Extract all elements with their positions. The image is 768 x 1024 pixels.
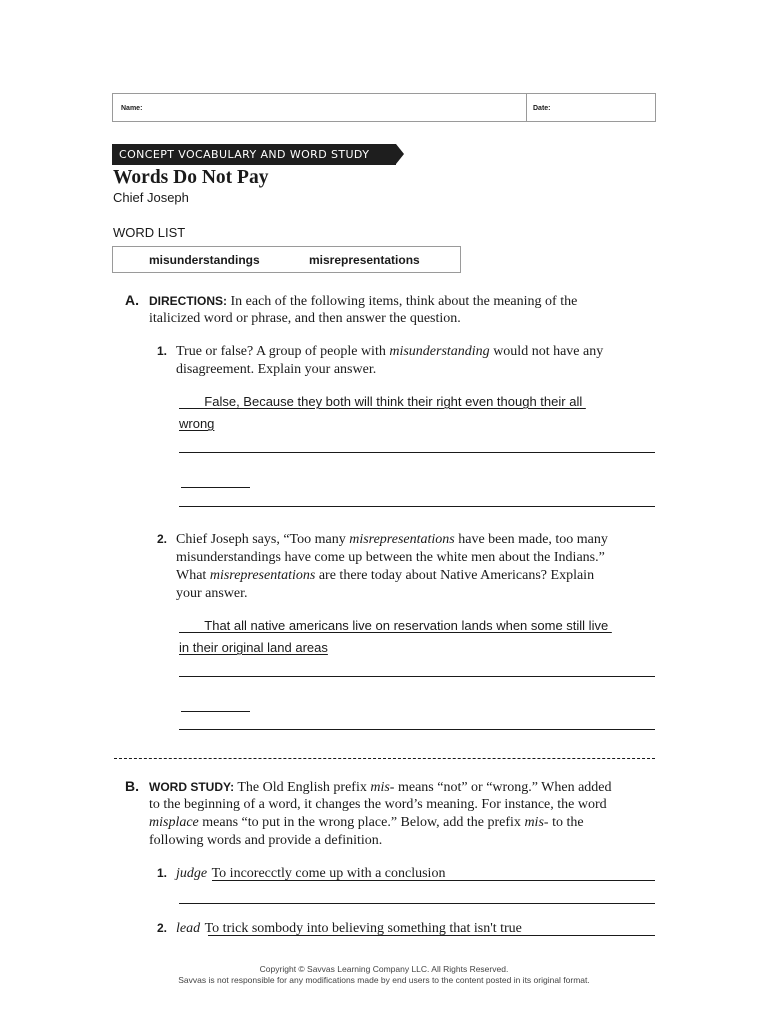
word-list-item: misunderstandings <box>149 253 260 267</box>
answer-2-line-2[interactable]: in their original land areas <box>179 640 328 655</box>
text: What <box>176 568 210 583</box>
directions-label: DIRECTIONS: <box>149 294 227 308</box>
italic-term: misrepresentations <box>209 568 316 583</box>
text: Chief Joseph says, “Too many <box>176 532 350 547</box>
italic-term: misunderstanding <box>389 344 490 359</box>
question-1-line-2: disagreement. Explain your answer. <box>176 362 377 377</box>
directions-line-1 <box>149 292 577 311</box>
text: are there today about Native Americans? Explain <box>315 568 595 583</box>
author-name: Chief Joseph <box>113 190 189 205</box>
answer-line <box>179 452 655 453</box>
text: means “not” or “wrong.” When added <box>394 780 612 795</box>
section-separator <box>114 758 655 759</box>
word-study-line-2: to the beginning of a word, it changes the word’s meaning. For instance, the word <box>149 797 607 812</box>
italic-term: mis- <box>370 780 395 795</box>
word-list-box <box>112 246 461 273</box>
date-label: Date: <box>533 105 551 112</box>
item-number: 2. <box>157 921 168 935</box>
page-title: Words Do Not Pay <box>113 167 269 188</box>
text: True or false? A group of people with <box>176 344 390 359</box>
text: to the <box>548 815 584 830</box>
base-word: judge <box>176 866 208 881</box>
question-number: 2. <box>157 532 168 546</box>
answer-2-line-1[interactable]: That all native americans live on reservation lands when some still live <box>179 618 612 633</box>
question-1-line-1 <box>176 343 603 361</box>
italic-term: misrepresentations <box>349 532 455 547</box>
answer-line <box>208 935 655 936</box>
item-number: 1. <box>157 866 168 880</box>
word-study-line-1 <box>149 778 612 797</box>
italic-term: mis- <box>524 815 549 830</box>
text: would not have any <box>489 344 604 359</box>
word-list-heading: WORD LIST <box>113 225 186 240</box>
section-b-letter: B. <box>125 778 139 794</box>
text: means “to put in the wrong place.” Below, add the prefix <box>198 815 525 830</box>
question-2-line-2: misunderstandings have come up between the white men about the Indians.” <box>176 550 605 565</box>
directions-line-2: italicized word or phrase, and then answer the question. <box>149 311 461 326</box>
answer-line-short <box>181 711 250 712</box>
word-study-line-4: following words and provide a definition. <box>149 833 383 848</box>
name-label: Name: <box>121 105 143 112</box>
text: The Old English prefix <box>234 780 371 795</box>
definition-answer[interactable]: To trick sombody into believing something that isn't true <box>204 921 522 936</box>
footer-disclaimer: Savvas is not responsible for any modifications made by end users to the content posted in its original format. <box>178 975 590 985</box>
question-number: 1. <box>157 344 168 358</box>
word-list-item: misrepresentations <box>309 253 420 267</box>
question-2-line-3 <box>176 567 594 585</box>
section-banner <box>112 144 396 165</box>
italic-term: misplace <box>149 815 199 830</box>
base-word: lead <box>176 921 201 936</box>
answer-line <box>179 903 655 904</box>
answer-1-line-2[interactable]: wrong <box>179 416 215 431</box>
text: have been made, too many <box>454 532 608 547</box>
divider <box>526 94 527 121</box>
answer-line-short <box>181 487 250 488</box>
directions-text: In each of the following items, think about the meaning of the <box>227 294 578 309</box>
banner-text: CONCEPT VOCABULARY AND WORD STUDY <box>119 148 370 161</box>
word-study-line-3 <box>149 814 584 832</box>
name-date-box <box>112 93 656 122</box>
answer-line <box>179 676 655 677</box>
section-a-letter: A. <box>125 292 139 308</box>
answer-1-line-1[interactable]: False, Because they both will think their right even though their all <box>179 394 586 409</box>
word-study-label: WORD STUDY: <box>149 780 235 794</box>
footer-copyright: Copyright © Savvas Learning Company LLC. All Rights Reserved. <box>259 964 509 974</box>
question-2-line-1 <box>176 531 608 549</box>
answer-line <box>179 506 655 507</box>
definition-answer[interactable]: To incorecctly come up with a conclusion <box>211 866 446 881</box>
answer-line <box>179 729 655 730</box>
question-2-line-4: your answer. <box>176 586 248 601</box>
answer-line <box>212 880 655 881</box>
